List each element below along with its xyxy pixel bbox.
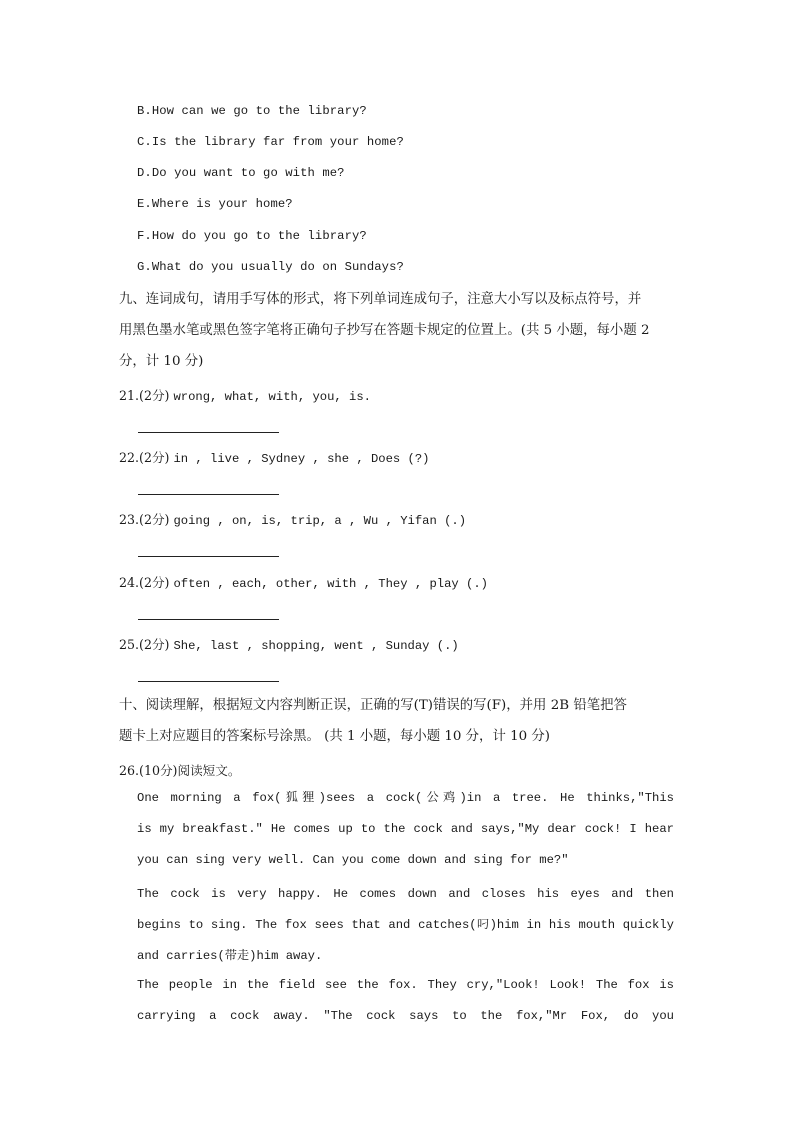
section-9-line-1: 九、连词成句，请用手写体的形式，将下列单词连成句子，注意大小写以及标点符号，并: [119, 292, 642, 307]
question-26-label: 26.(10分)阅读短文。: [119, 763, 241, 778]
question-score: (2分): [139, 575, 170, 590]
option-g: G.What do you usually do on Sundays?: [137, 260, 404, 274]
question-21: [119, 385, 371, 404]
option-f: F.How do you go to the library?: [137, 229, 367, 243]
option-c: C.Is the library far from your home?: [137, 135, 404, 149]
section-10-instructions: [119, 690, 679, 752]
passage-line: The people in the field see the fox. They cry,"Look! Look! The fox is: [137, 978, 674, 992]
question-number: 21.: [119, 388, 140, 403]
passage-line: is my breakfast." He comes up to the cock and says,"My dear cock! I hear: [137, 822, 674, 836]
answer-line-23[interactable]: [138, 556, 279, 557]
answer-line-24[interactable]: [138, 619, 279, 620]
passage-line: carrying a cock away. "The cock says to the fox,"Mr Fox, do you: [137, 1009, 674, 1023]
answer-line-21[interactable]: [138, 432, 279, 433]
answer-line-25[interactable]: [138, 681, 279, 682]
section-9-line-3: 分，计 10 分): [119, 354, 204, 369]
question-score: (2分): [139, 512, 170, 527]
passage-line: and carries(带走)him away.: [137, 949, 323, 963]
question-score: (2分): [139, 388, 170, 403]
question-words: wrong, what, with, you, is.: [173, 390, 371, 404]
question-words: in , live , Sydney , she , Does (?): [173, 452, 430, 466]
option-b: B.How can we go to the library?: [137, 104, 367, 118]
passage-paragraph-1: [137, 783, 674, 876]
section-10-line-2: 题卡上对应题目的答案标号涂黑。 (共 1 小题，每小题 10 分，计 10 分): [119, 729, 550, 744]
question-number: 24.: [119, 575, 140, 590]
question-words: going , on, is, trip, a , Wu , Yifan (.): [173, 514, 467, 528]
question-23: [119, 509, 466, 528]
answer-line-22[interactable]: [138, 494, 279, 495]
question-number: 22.: [119, 450, 140, 465]
question-words: She, last , shopping, went , Sunday (.): [173, 639, 459, 653]
section-9-line-2: 用黑色墨水笔或黑色签字笔将正确句子抄写在答题卡规定的位置上。(共 5 小题，每小题 2: [119, 323, 650, 338]
section-9-instructions: [119, 284, 679, 377]
question-words: often , each, other, with , They , play (.): [173, 577, 488, 591]
passage-paragraph-2: [137, 879, 674, 972]
question-number: 25.: [119, 637, 140, 652]
option-e: E.Where is your home?: [137, 197, 293, 211]
passage-paragraph-3: [137, 970, 674, 1032]
question-25: [119, 634, 459, 653]
passage-line: The cock is very happy. He comes down and closes his eyes and then: [137, 887, 674, 901]
option-d: D.Do you want to go with me?: [137, 166, 345, 180]
question-number: 23.: [119, 512, 140, 527]
passage-line: begins to sing. The fox sees that and catches(叼)him in his mouth quickly: [137, 918, 674, 932]
passage-line: One morning a fox(狐狸)sees a cock(公鸡)in a tree. He thinks,"This: [137, 791, 674, 805]
question-score: (2分): [139, 450, 170, 465]
question-score: (2分): [139, 637, 170, 652]
section-10-line-1: 十、阅读理解，根据短文内容判断正误，正确的写(T)错误的写(F)，并用 2B 铅笔把答: [119, 698, 627, 713]
question-22: [119, 447, 429, 466]
passage-line: you can sing very well. Can you come down and sing for me?": [137, 853, 569, 867]
question-24: [119, 572, 488, 591]
